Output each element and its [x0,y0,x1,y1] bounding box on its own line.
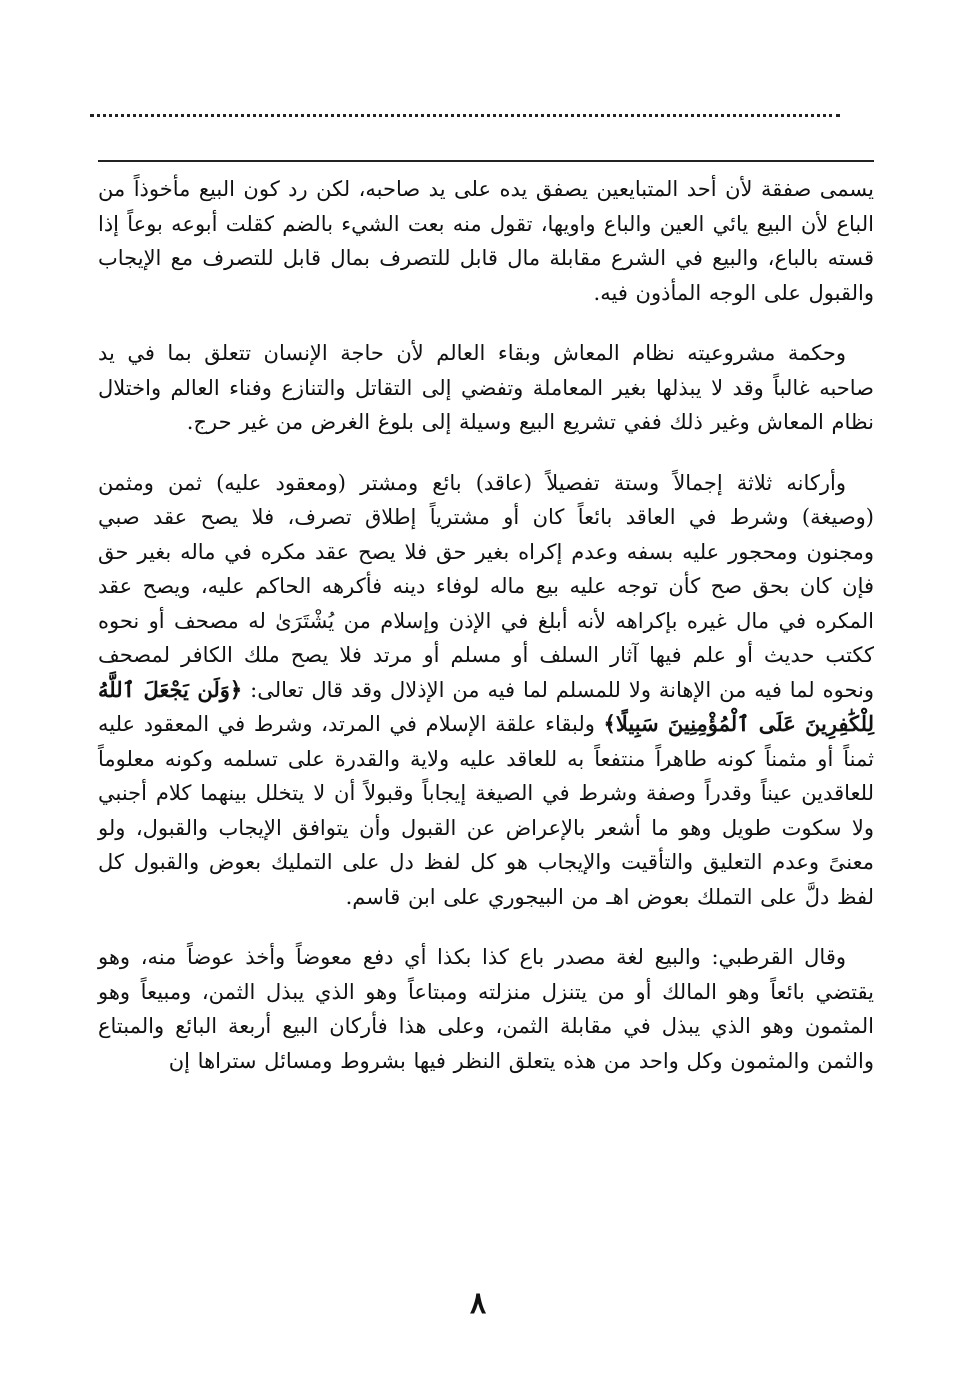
header-solid-rule [98,160,874,162]
page-number: ٨ [469,1286,487,1321]
paragraph-wisdom-of-legislation: وحكمة مشروعيته نظام المعاش وبقاء العالم لأن حاجة الإنسان تتعلق بما في يد صاحبه غالباً وقد لا يبذلها بغير المعاملة وتفضي إلى التقاتل والتنازع وفناء العالم واختلال نظام المعاش وغير ذلك ففي تشريع البيع وسيلة إلى بلوغ الغرض من غير حرج. [98,341,874,434]
paragraph-definition-of-sale: يسمى صفقة لأن أحد المتبايعين يصفق يده على يد صاحبه، لكن رد كون البيع مأخوذاً من الباع لأن البيع يائي العين والباع واويها، تقول منه بعت الشيء بالضم كقلت أبوعه بوعاً إذا قسته بالباع، والبيع في الشرع مقابلة مال قابل للتصرف بمال قابل للتصرف مع الإيجاب والقبول على الوجه المأذون فيه. [98,177,874,305]
paragraph-pillars-part-one: وأركانه ثلاثة إجمالاً وستة تفصيلاً (عاقد) بائع ومشتر (ومعقود عليه) ثمن ومثمن (وصيغة) وشرط في العاقد بائعاً كان أو مشترياً إطلاق تصرف، فلا يصح عقد صبي ومجنون ومحجور عليه بسفه وعدم إكراه بغير حق فلا يصح عقد مكره في ماله بغير حق فإن كان بحق صح كأن توجه عليه بيع ماله لوفاء دينه فأكرهه الحاكم عليه، ويصح عقد المكره في مال غيره بإكراهه لأنه أبلغ في الإذن وإسلام من يُشْتَرَىٰ له مصحف أو نحوه ككتب حديث أو علم فيها آثار السلف أو مسلم أو مرتد فلا يصح ملك الكافر لمصحف ونحوه لما فيه من الإهانة ولا للمسلم لما فيه من الإذلال وقد قال تعالى: [98,470,874,702]
header-dotted-rule [90,114,840,117]
paragraph-pillars-part-two: ولبقاء علقة الإسلام في المرتد، وشرط في المعقود عليه ثمناً أو مثمناً كونه طاهراً منتفعاً به للعاقد عليه ولاية والقدرة على تسلمه وكونه معلوماً للعاقدين عيناً وقدراً وصفة وشرط في الصيغة إيجاباً وقبولاً أن لا يتخلل بينهما كلام أجنبي ولا سكوت طويل وهو ما أشعر بالإعراض عن القبول وأن يتوافق الإيجاب والقبول، ولو معنىً وعدم التعليق والتأقيت والإيجاب هو كل لفظ دل على التمليك بعوض والقبول كل لفظ دلَّ على التملك بعوض اهـ من البيجوري على ابن قاسم. [98,712,874,909]
paragraph-qurtubi-quote: وقال القرطبي: والبيع لغة مصدر باع كذا بكذا أي دفع معوضاً وأخذ عوضاً منه، وهو يقتضي بائعاً وهو المالك أو من يتنزل منزلته ومبتاعاً وهو الذي يبذل الثمن، ومبيعاً وهو المثمون وهو الذي يبذل في مقابلة الثمن، وعلى هذا فأركان البيع أربعة البائع والمبتاع والثمن والمثمون وكل واحد من هذه يتعلق النظر فيها بشروط ومسائل ستراها إن [98,945,874,1073]
body-text [98,172,874,1078]
quran-verse: ﴿وَلَن يَجْعَلَ ٱللَّهُ لِلْكَٰفِرِينَ عَلَى ٱلْمُؤْمِنِينَ سَبِيلًا﴾ [98,676,874,736]
paragraph-pillars-of-sale [98,466,874,915]
